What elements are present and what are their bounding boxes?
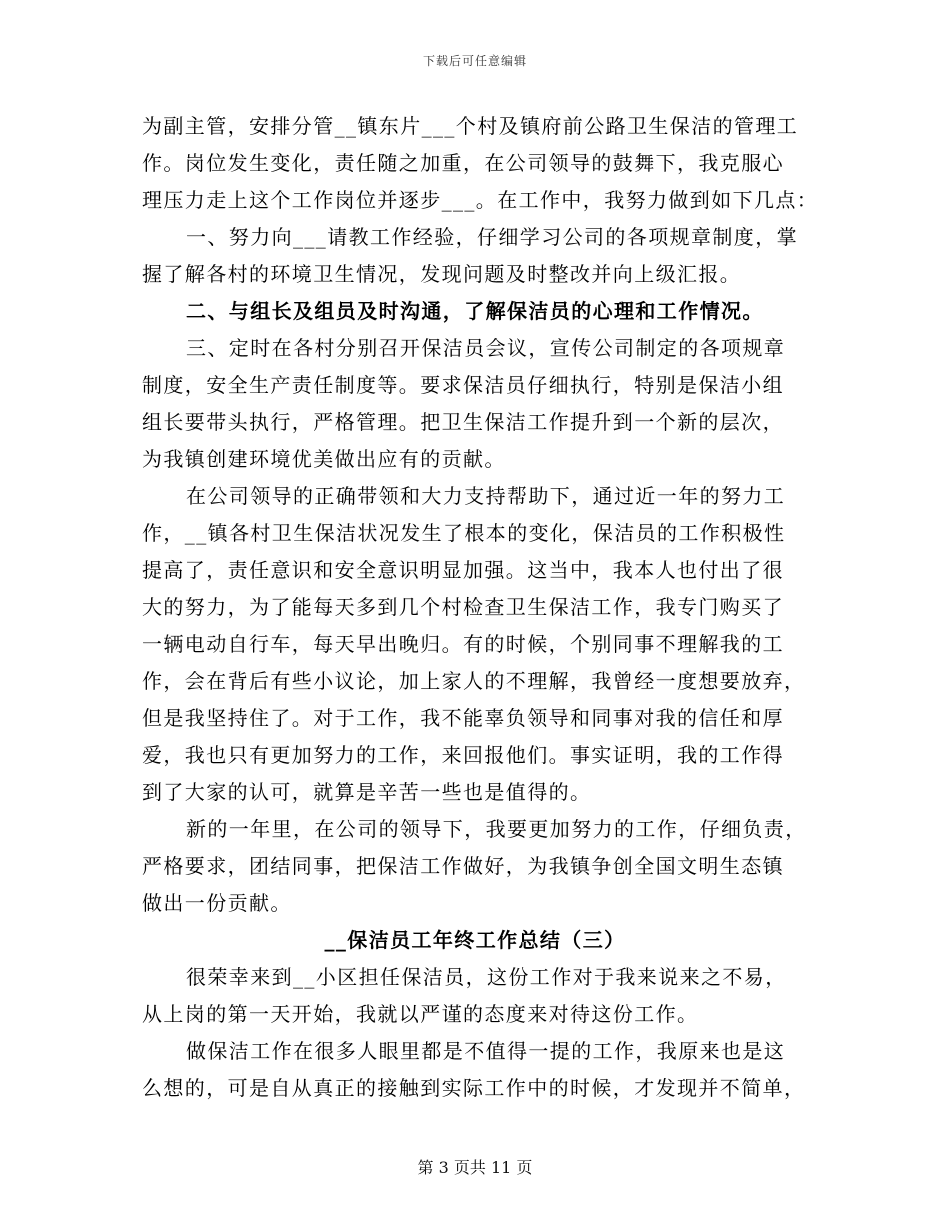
text-line: 握了解各村的环境卫生情况，发现问题及时整改并向上级汇报。 <box>142 262 742 286</box>
header-note: 下载后可任意编辑 <box>422 54 527 68</box>
text-line: 制度，安全生产责任制度等。要求保洁员仔细执行，特别是保洁小组 <box>142 373 784 397</box>
page-number: 第 3 页共 11 页 <box>417 1158 533 1177</box>
text-line: 从上岗的第一天开始，我就以严谨的态度来对待这份工作。 <box>142 1002 699 1026</box>
document-body <box>142 108 819 1107</box>
text-line: 提高了，责任意识和安全意识明显加强。这当中，我本人也付出了很 <box>142 558 784 582</box>
text-line: 么想的，可是自从真正的接触到实际工作中的时候，才发现并不简单， <box>142 1076 806 1100</box>
text-line: 但是我坚持住了。对于工作，我不能辜负领导和同事对我的信任和厚 <box>142 706 784 730</box>
text-line: 一、努力向___请教工作经验，仔细学习公司的各项规章制度，掌 <box>186 225 798 249</box>
text-line: 新的一年里，在公司的领导下，我要更加努力的工作，仔细负责， <box>186 817 807 841</box>
text-line: 为我镇创建环境优美做出应有的贡献。 <box>142 447 506 471</box>
section-title: __保洁员工年终工作总结（三） <box>324 928 626 952</box>
text-line: 到了大家的认可，就算是辛苦一些也是值得的。 <box>142 780 592 804</box>
text-line: 严格要求，团结同事，把保洁工作做好，为我镇争创全国文明生态镇 <box>142 854 784 878</box>
text-line: 作，会在背后有些小议论，加上家人的不理解，我曾经一度想要放弃， <box>142 669 806 693</box>
text-line: 作。岗位发生变化，责任随之加重，在公司领导的鼓舞下，我克服心 <box>142 151 784 175</box>
text-line: 为副主管，安排分管__镇东片___个村及镇府前公路卫生保洁的管理工 <box>142 114 799 138</box>
text-line: 做出一份贡献。 <box>142 891 292 915</box>
text-line: 作，__镇各村卫生保洁状况发生了根本的变化，保洁员的工作积极性 <box>142 521 786 545</box>
text-line: 一辆电动自行车，每天早出晚归。有的时候，个别同事不理解我的工 <box>142 632 784 656</box>
text-line: 爱，我也只有更加努力的工作，来回报他们。事实证明，我的工作得 <box>142 743 784 767</box>
text-line: 在公司领导的正确带领和大力支持帮助下，通过近一年的努力工 <box>186 484 786 508</box>
text-line: 做保洁工作在很多人眼里都是不值得一提的工作，我原来也是这 <box>186 1039 786 1063</box>
bold-text-line: 二、与组长及组员及时沟通，了解保洁员的心理和工作情况。 <box>186 299 764 323</box>
text-line: 大的努力，为了能每天多到几个村检查卫生保洁工作，我专门购买了 <box>142 595 784 619</box>
text-line: 理压力走上这个工作岗位并逐步___。在工作中，我努力做到如下几点： <box>142 188 819 212</box>
text-line: 组长要带头执行，严格管理。把卫生保洁工作提升到一个新的层次， <box>142 410 784 434</box>
text-line: 三、定时在各村分别召开保洁员会议，宣传公司制定的各项规章 <box>186 336 786 360</box>
text-line: 很荣幸来到__小区担任保洁员，这份工作对于我来说来之不易， <box>186 965 787 989</box>
